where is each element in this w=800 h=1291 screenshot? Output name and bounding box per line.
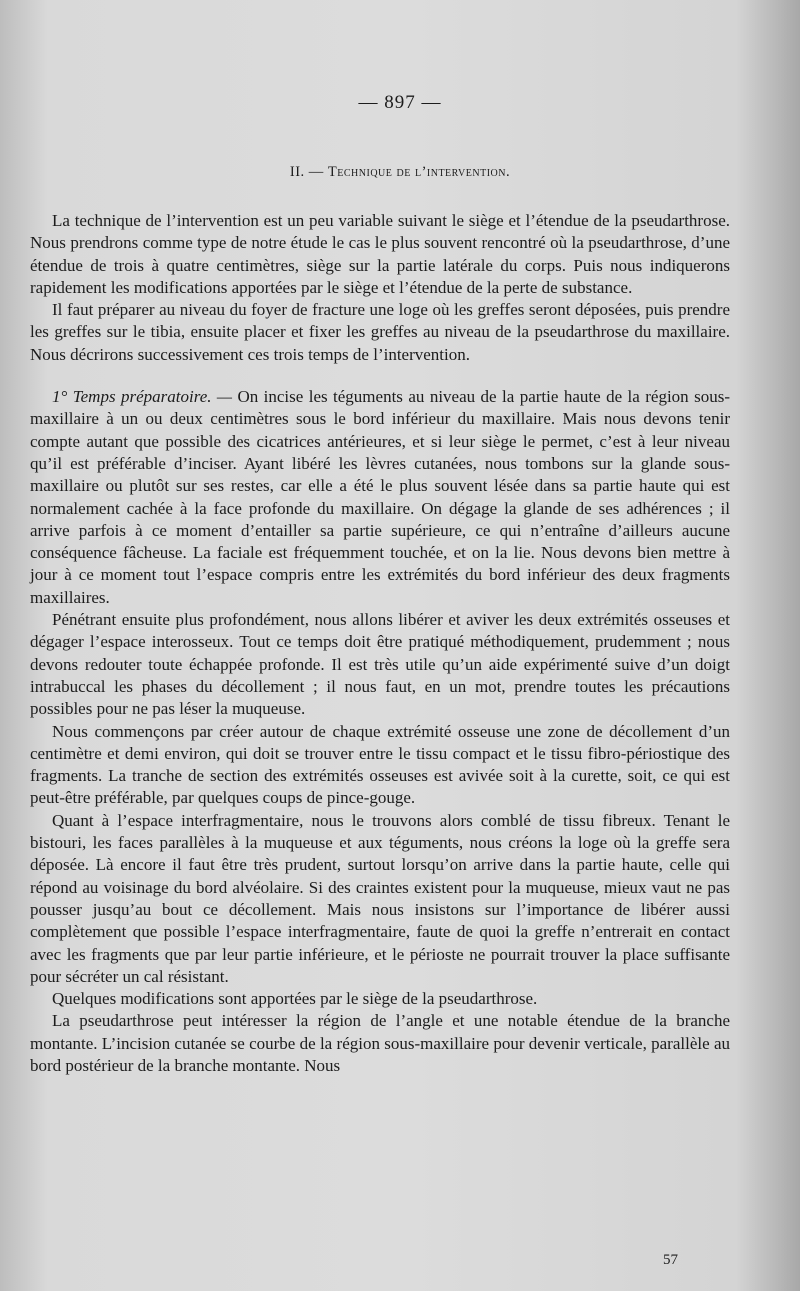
paragraph: Quelques modifications sont apportées par le siège de la pseudarthrose. (52, 989, 538, 1009)
subheading: 1° Temps préparatoire. — (52, 387, 238, 407)
paragraph: Quant à l’espace interfragmentaire, nous le trouvons alors comblé de tissu fibreux. Tenant le bistouri, les faces parallèles à la muqueuse et aux téguments, nous créons la loge où la greffe sera déposée. Là encore il faut être très prudent, surtout lorsqu’on arrive dans la partie haute, celle qui répond au voisinage du bord alvéolaire. Si des craintes existent pour la muqueuse, mieux vaut ne pas pousser jusqu’au bout ce décollement. Mais nous insistons sur l’importance de libérer aussi complètement que possible l’espace interfragmentaire, faute de quoi la greffe n’entrerait en contact avec les fragments que par leur partie inférieure, et le périoste ne pourrait trouver la place suffisante pour sécréter un cal résistant. (30, 810, 730, 986)
paragraph-text: On incise les téguments au niveau de la partie haute de la région sous-maxillaire à un ou deux centimètres sous le bord inférieur du maxillaire. Mais nous devons tenir compte autant que possible des cicatrices antérieures, et si leur siège le permet, c’est à leur niveau qu’il est préférable d’inciser. Ayant libéré les lèvres cutanées, nous tombons sur la glande sous-maxillaire ou plutôt sur ses restes, car elle a été le plus souvent lésée dans sa partie haute qui est normalement cachée à la face profonde du maxillaire. On dégage la glande de ses adhérences ; il arrive parfois à ce moment d’entailler sa partie supérieure, ce qui n’entraîne d’ailleurs aucune conséquence fâcheuse. La faciale est fréquemment touchée, et on la lie. Nous devons bien mettre à jour à ce moment tout l’espace compris entre les extrémités du bord inférieur des deux fragments maxillaires. (30, 387, 730, 607)
paragraph: La technique de l’intervention est un peu variable suivant le siège et l’étendue de la pseudarthrose. Nous prendrons comme type de notre étude le cas le plus souvent rencontré où la pseudarthrose, d’une étendue de trois à quatre centimètres, siège sur la partie latérale du corps. Puis nous indiquerons rapidement les modifications apportées par le siège et l’étendue de la perte de substance. (30, 211, 730, 297)
body-text (30, 210, 730, 1077)
section-heading (0, 164, 800, 181)
paragraph: Pénétrant ensuite plus profondément, nous allons libérer et aviver les deux extrémités osseuses et dégager l’espace interosseux. Tout ce temps doit être pratiqué méthodiquement, prudemment ; nous devons redouter toute échappée profonde. Il est très utile qu’un aide expérimenté suive d’un doigt intrabuccal les phases du décollement ; il nous faut, en un mot, prendre toutes les précautions possibles pour ne pas léser la muqueuse. (30, 610, 730, 719)
page-number: — 897 — (358, 92, 442, 113)
signature-mark: 57 (663, 1252, 678, 1268)
paragraph: Il faut préparer au niveau du foyer de fracture une loge où les greffes seront déposées, puis prendre les greffes sur le tibia, ensuite placer et fixer les greffes au niveau de la pseudarthrose du maxillaire. Nous décrirons successivement ces trois temps de l’intervention. (30, 300, 730, 364)
section-title: Technique de l’intervention. (327, 164, 511, 180)
paragraph: Nous commençons par créer autour de chaque extrémité osseuse une zone de décollement d’un centimètre et demi environ, qui doit se trouver entre le tissu compact et le tissu fibro-périostique des fragments. La tranche de section des extrémités osseuses est avivée soit à la curette, soit, ce qui est peut-être préférable, par quelques coups de pince-gouge. (30, 721, 730, 808)
paragraph (30, 386, 730, 609)
paragraph: La pseudarthrose peut intéresser la région de l’angle et une notable étendue de la branche montante. L’incision cutanée se courbe de la région sous-maxillaire pour devenir verticale, parallèle au bord postérieur de la branche montante. Nous (30, 1011, 730, 1075)
section-numeral: II. — (289, 164, 328, 180)
